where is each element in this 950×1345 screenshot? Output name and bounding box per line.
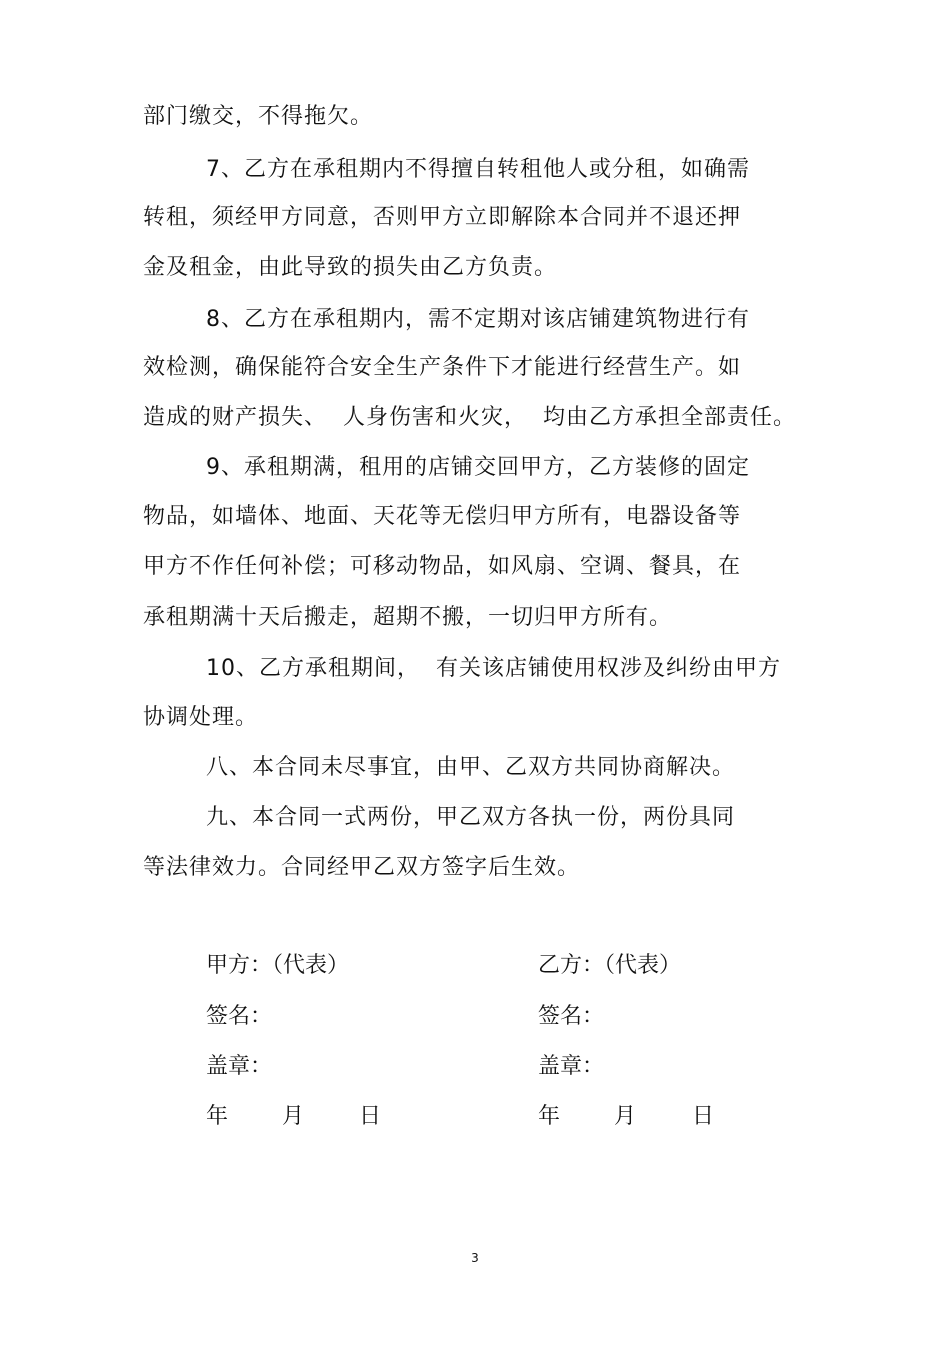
- party-a-sign-label: 签名：: [206, 1004, 273, 1029]
- party-b-day-label: 日: [692, 1104, 715, 1129]
- text-line: 转租，须经甲方同意，否则甲方立即解除本合同并不退还押: [143, 205, 742, 230]
- clause-10-line: 10、乙方承租期间， 有关该店铺使用权涉及纠纷由甲方: [206, 656, 781, 681]
- party-b-sign-label: 签名：: [538, 1004, 605, 1029]
- clause-8-line: 8、乙方在承租期内，需不定期对该店铺建筑物进行有: [206, 307, 750, 332]
- party-a-year-label: 年: [206, 1104, 229, 1129]
- clause-9-line: 9、承租期满，租用的店铺交回甲方，乙方装修的固定: [206, 455, 750, 480]
- article-8-line: 八、本合同未尽事宜，由甲、乙双方共同协商解决。: [206, 755, 736, 780]
- clause-7-line: 7、乙方在承租期内不得擅自转租他人或分租，如确需: [206, 157, 750, 182]
- text-line: 甲方不作任何补偿；可移动物品，如风扇、空调、餐具，在: [143, 554, 742, 579]
- page-number: 3: [471, 1251, 479, 1265]
- party-b-title: 乙方：（代表）: [538, 953, 682, 978]
- text-line: 效检测，确保能符合安全生产条件下才能进行经营生产。如: [143, 355, 742, 380]
- text-line: 等法律效力。合同经甲乙双方签字后生效。: [143, 855, 581, 880]
- party-a-title: 甲方：（代表）: [206, 953, 350, 978]
- party-a-seal-label: 盖章：: [206, 1054, 273, 1079]
- party-a-month-label: 月: [282, 1104, 305, 1129]
- party-b-seal-label: 盖章：: [538, 1054, 605, 1079]
- text-line: 部门缴交，不得拖欠。: [143, 104, 374, 129]
- party-b-month-label: 月: [614, 1104, 637, 1129]
- text-line: 承租期满十天后搬走，超期不搬，一切归甲方所有。: [143, 605, 673, 630]
- party-a-day-label: 日: [359, 1104, 382, 1129]
- text-line: 物品，如墙体、地面、天花等无偿归甲方所有，电器设备等: [143, 504, 742, 529]
- text-line: 造成的财产损失、 人身伤害和火灾， 均由乙方承担全部责任。: [143, 405, 796, 430]
- text-line: 金及租金，由此导致的损失由乙方负责。: [143, 255, 558, 280]
- party-b-year-label: 年: [538, 1104, 561, 1129]
- article-9-line: 九、本合同一式两份，甲乙双方各执一份，两份具同: [206, 805, 736, 830]
- text-line: 协调处理。: [143, 705, 259, 730]
